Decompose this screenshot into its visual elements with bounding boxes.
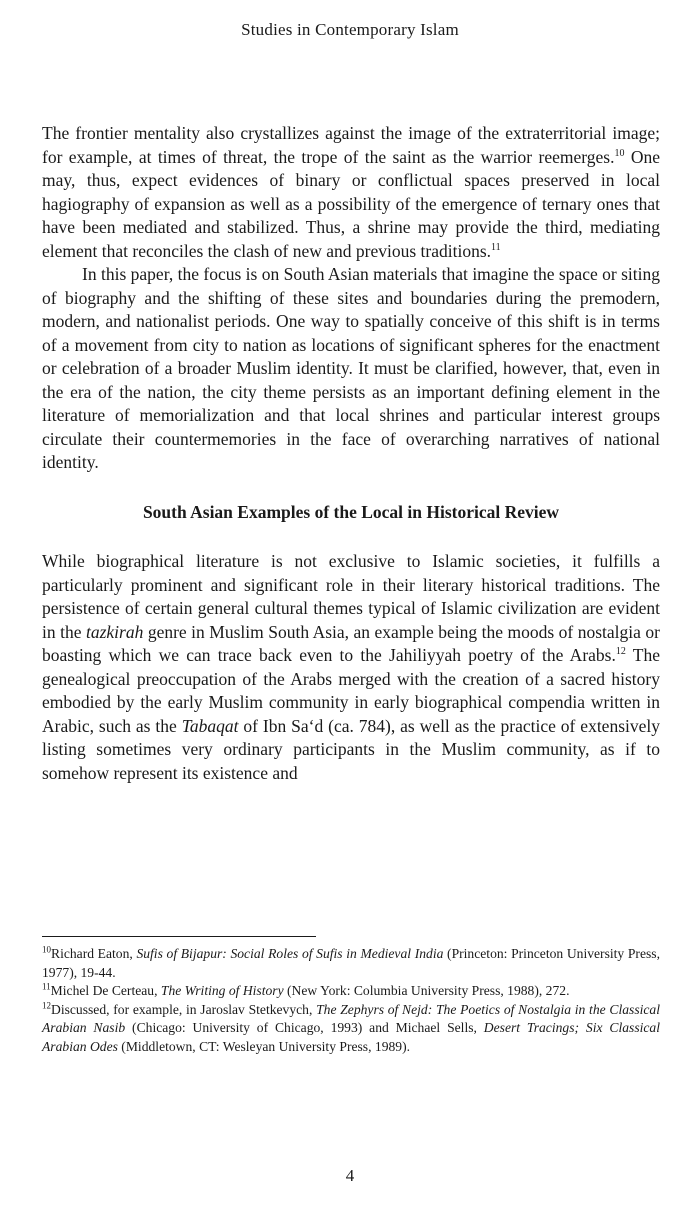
footnote-text: Discussed, for example, in Jaroslav Stetkevych, xyxy=(51,1001,317,1017)
footnote-ref-10[interactable]: 10 xyxy=(614,147,625,159)
footnote-text: (Princeton: Princeton University Press, 1977), 19-44. xyxy=(42,946,660,980)
footnote-text: Michel De Certeau, xyxy=(50,983,161,998)
footnote-title: Sufis of Bijapur: Social Roles of Sufis in Medieval India xyxy=(136,946,444,961)
footnote-title: The Zephyrs of Nejd: The Poetics of Nostalgia in the Classical Arabian Nasib xyxy=(42,1001,660,1035)
paragraph-1-text-b: One may, thus, expect evidences of binary or conflictual spaces preserved in local hagiography of expansion as well as a possibility of the emergence of ternary ones that have been mediated and stabilized. Thus, a shrine may provide the third, mediating element that reconciles the clash of new and previous traditions. xyxy=(42,146,661,261)
paragraph-3-text-d: of Ibn Sa‘d (ca. 784), as well as the practice of extensively listing sometimes very ordinary participants in the Muslim community, as if to somehow represent its existence and xyxy=(42,715,661,783)
footnote-text: Richard Eaton, xyxy=(51,946,137,961)
term-tazkirah: tazkirah xyxy=(85,621,144,642)
paragraph-3-text-b: genre in Muslim South Asia, an example being the moods of nostalgia or boasting which we can trace back even to the Jahiliyyah poetry of the Arabs. xyxy=(42,621,660,665)
term-tabaqat: Tabaqat xyxy=(181,715,239,736)
paragraph-1-text-a: The frontier mentality also crystallizes against the image of the extraterritorial image; for example, at times of threat, the trope of the saint as the warrior reemerges. xyxy=(42,123,660,167)
paragraph-2: In this paper, the focus is on South Asian materials that imagine the space or siting of biography and the shifting of these sites and boundaries during the premodern, modern, and nationalist periods. One way to spatially conceive of this shift is in terms of a movement from city to nation as locations of significant spheres for the enactment or celebration of a broader Muslim identity. It must be clarified, however, that, even in the era of the nation, the city theme persists as an important defining element in the literature of memorialization and that local shrines and particular interest groups circulate their countermemories in the face of overarching narratives of national identity. xyxy=(42,264,660,472)
page-number: 4 xyxy=(345,1166,355,1185)
footnote-divider xyxy=(42,936,316,937)
section-heading: South Asian Examples of the Local in Historical Review xyxy=(142,501,560,522)
footnote-text: (Middletown, CT: Wesleyan University Press, 1989). xyxy=(117,1038,411,1054)
footnote-10 xyxy=(42,945,660,982)
footnote-text: (New York: Columbia University Press, 1988), 272. xyxy=(283,983,570,998)
footnote-11 xyxy=(42,982,660,1001)
paragraph-1 xyxy=(42,122,660,263)
paragraph-3 xyxy=(42,550,660,785)
main-text xyxy=(42,122,660,785)
footnote-text: (Chicago: University of Chicago, 1993) and Michael Sells, xyxy=(125,1020,484,1035)
footnote-number: 11 xyxy=(42,981,51,992)
footnote-number: 12 xyxy=(42,999,51,1010)
footnote-number: 10 xyxy=(42,944,51,955)
footnotes xyxy=(42,945,660,1056)
footnote-ref-12[interactable]: 12 xyxy=(615,646,626,658)
footnote-ref-11[interactable]: 11 xyxy=(491,241,501,253)
footnote-title: The Writing of History xyxy=(160,983,284,998)
footnote-title: Desert Tracings; Six Classical Arabian Odes xyxy=(42,1020,660,1054)
paragraph-3-text-a: While biographical literature is not exclusive to Islamic societies, it fulfills a particularly prominent and significant role in their literary historical traditions. The persistence of certain general cultural themes typical of Islamic civilization are evident in the xyxy=(42,551,660,642)
running-header: Studies in Contemporary Islam xyxy=(241,20,459,39)
footnote-12 xyxy=(42,1001,660,1057)
paragraph-3-text-c: The genealogical preoccupation of the Arabs merged with the creation of a sacred history embodied by the early Muslim community in early biographical compendia written in Arabic, such as the xyxy=(42,645,660,736)
